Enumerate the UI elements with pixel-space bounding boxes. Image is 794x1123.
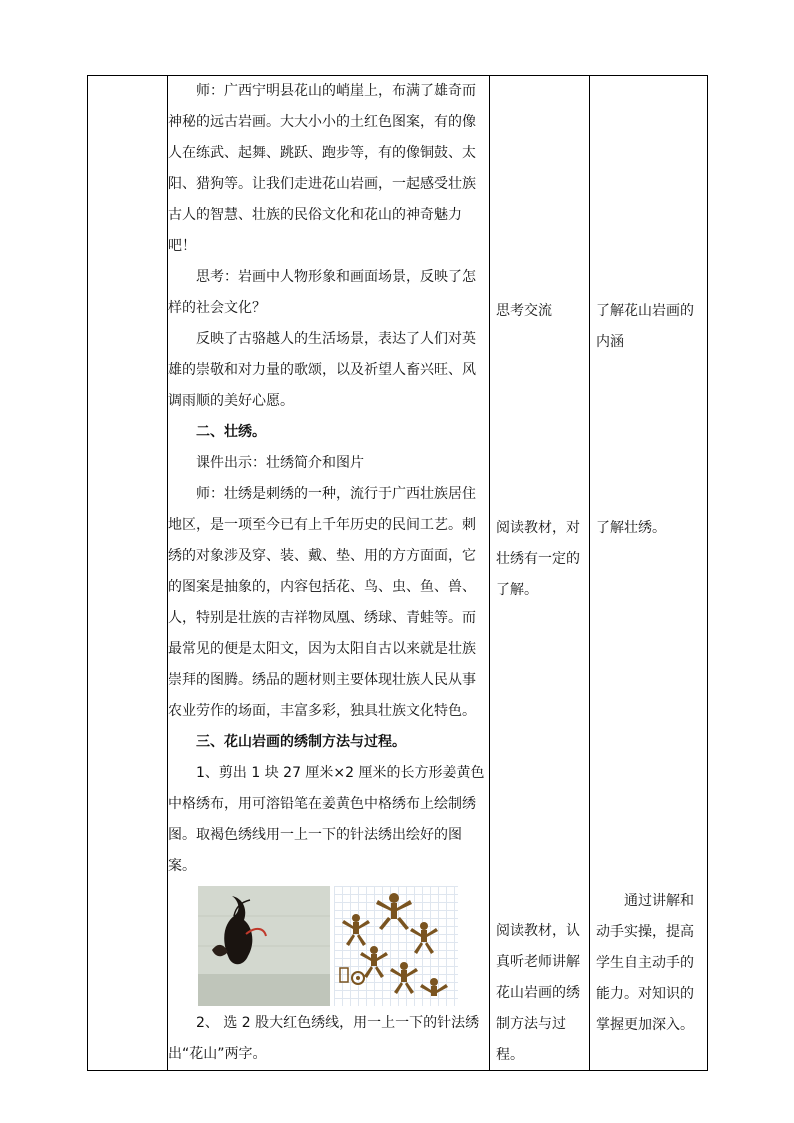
courseware-note: 课件出示：壮绣简介和图片 [196,455,364,471]
thinking-question: 思考：岩画中人物形象和画面场景，反映了怎样的社会文化？ [168,269,476,316]
teaching-process-cell [168,76,490,1071]
student-activity-1: 思考交流 [496,303,552,319]
design-intent-1: 了解花山岩画的内涵 [596,303,694,350]
section-heading-method: 三、花山岩画的绣制方法与过程。 [196,734,406,750]
zhuang-embroidery-paragraph: 师：壮绣是刺绣的一种，流行于广西壮族居住地区，是一项至今已有上千年历史的民间工艺。刺绣的对象涉及穿、装、戴、垫、用的方方面面，它的图案是抽象的，内容包括花、鸟、虫、鱼、兽、人，特别是壮族的吉祥物凤凰、绣球、青蛙等。而最常见的便是太阳文，因为太阳自古以来就是壮族崇拜的图腾。绣品的题材则主要体现壮族人民从事农业劳作的场面，丰富多彩，独具壮族文化特色。 [168,486,476,719]
design-intent-3: 通过讲解和动手实操，提高学生自主动手的能力。对知识的掌握更加深入。 [596,893,694,1033]
thread-bundle-image [198,886,330,1006]
section-heading-zhuang-embroidery: 二、壮绣。 [196,424,266,440]
design-intent-cell [590,76,708,1071]
student-activity-cell [490,76,590,1071]
step-one-paragraph: 1、剪出 1 块 27 厘米×2 厘米的长方形姜黄色中格绣布，用可溶铅笔在姜黄色中格绣布上绘制绣图。取褐色绣线用一上一下的针法绣出绘好的图案。 [168,765,485,874]
design-intent-2: 了解壮绣。 [596,520,666,536]
rock-figures-image [334,886,458,1006]
rock-painting-pattern [334,886,458,1006]
step-two-paragraph: 2、 选 2 股大红色绣线，用一上一下的针法绣出“花山”两字。 [168,1015,480,1062]
student-activity-3: 阅读教材，认真听老师讲解花山岩画的绣制方法与过程。 [496,923,580,1063]
embroidery-images [198,886,489,1008]
blank-column-cell [88,76,168,1071]
answer-paragraph: 反映了古骆越人的生活场景，表达了人们对英雄的崇敬和对力量的歌颂，以及祈望人畜兴旺、风调雨顺的美好心愿。 [168,331,476,409]
lesson-plan-table [87,75,708,1071]
teacher-intro-paragraph: 师：广西宁明县花山的峭崖上，布满了雄奇而神秘的远古岩画。大大小小的土红色图案，有的像人在练武、起舞、跳跃、跑步等，有的像铜鼓、太阳、猎狗等。让我们走进花山岩画，一起感受壮族古人的智慧、壮族的民俗文化和花山的神奇魅力吧！ [168,83,476,254]
thread-photo [198,886,330,1006]
student-activity-2: 阅读教材，对壮绣有一定的了解。 [496,520,580,598]
